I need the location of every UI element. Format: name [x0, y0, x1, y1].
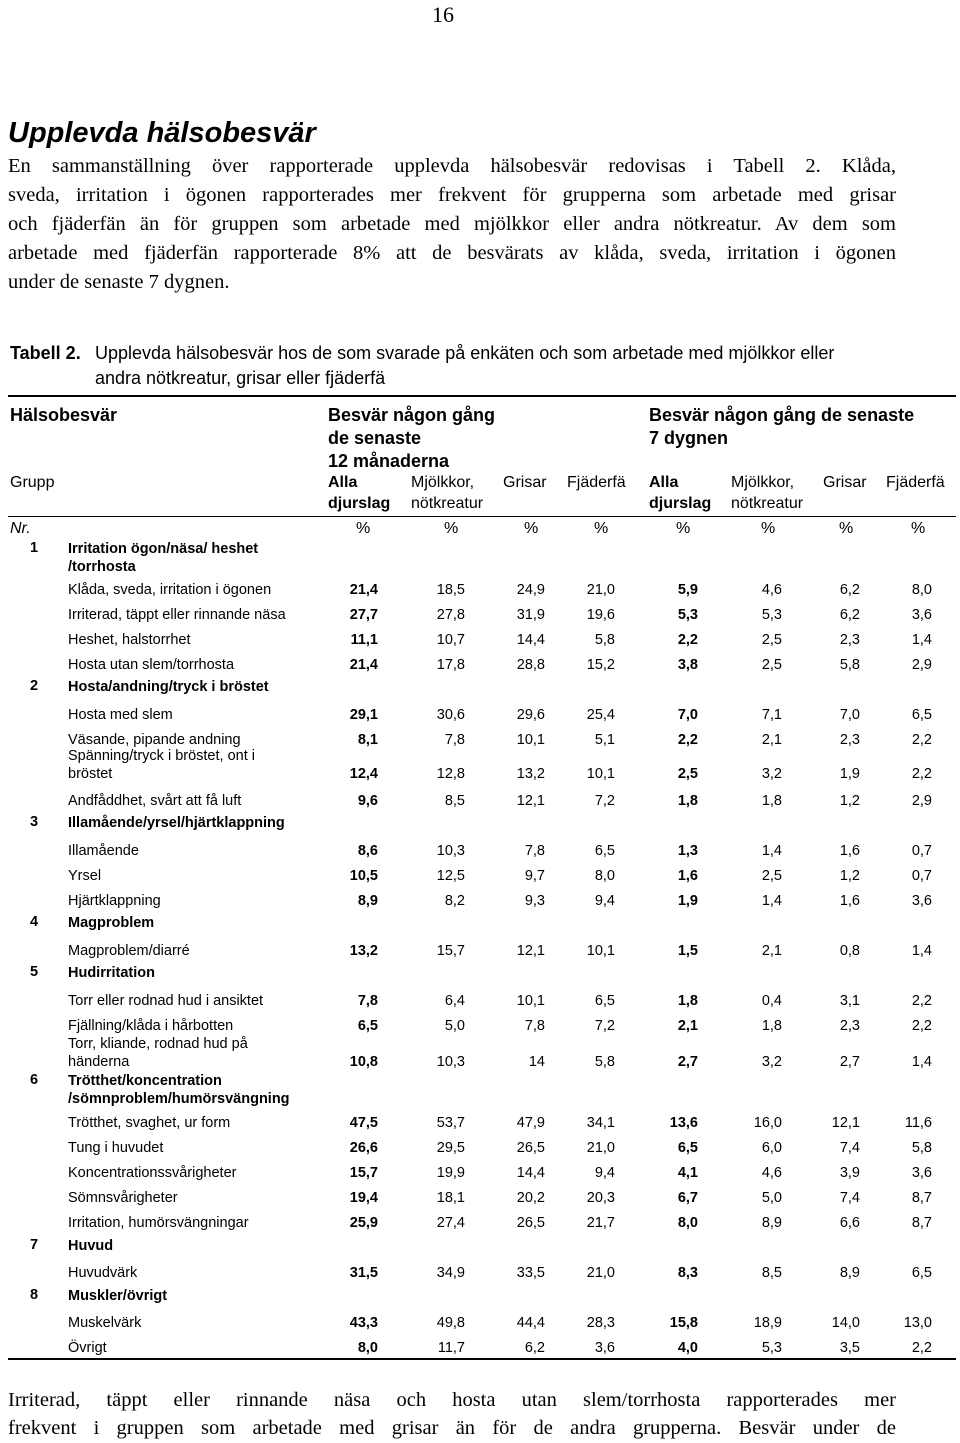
value-cell: 15,2: [586, 657, 615, 673]
value-cell: 27,7: [349, 607, 378, 623]
value-cell: 21,0: [586, 1140, 615, 1156]
value-cell: 27,4: [436, 1215, 465, 1231]
value-cell: 6,6: [839, 1215, 860, 1231]
group-number: 7: [30, 1237, 39, 1253]
row-label: Illamående: [68, 843, 139, 859]
group-number: 2: [30, 678, 39, 694]
row-label: Huvudvärk: [68, 1265, 138, 1281]
value-cell: 6,5: [357, 1018, 378, 1034]
table-row: [0, 607, 960, 627]
value-cell: 6,5: [911, 707, 932, 723]
value-cell: 34,1: [586, 1115, 615, 1131]
value-cell: 10,7: [436, 632, 465, 648]
value-cell: 8,5: [444, 793, 465, 809]
value-cell: 2,2: [911, 1340, 932, 1356]
table-row: [0, 748, 960, 786]
value-cell: 2,5: [677, 766, 698, 782]
nr-label: Nr.: [10, 520, 31, 537]
subheader-mjolkkor: Mjölkkor,: [411, 474, 475, 491]
value-cell: 14,4: [516, 632, 545, 648]
value-cell: 14: [528, 1054, 545, 1070]
group-label: Trötthet/koncentration: [68, 1073, 222, 1089]
row-label: Klåda, sveda, irritation i ögonen: [68, 582, 272, 598]
value-cell: 5,3: [761, 1340, 782, 1356]
value-cell: 1,8: [677, 993, 698, 1009]
value-cell: 9,6: [357, 793, 378, 809]
value-cell: 1,9: [677, 893, 698, 909]
value-cell: 1,6: [677, 868, 698, 884]
value-cell: 2,2: [677, 632, 698, 648]
value-cell: 1,8: [677, 793, 698, 809]
value-cell: 2,2: [677, 732, 698, 748]
value-cell: 1,8: [761, 1018, 782, 1034]
value-cell: 3,2: [761, 1054, 782, 1070]
intro-line: och fjäderfän än för gruppen som arbetade med mjölkkor eller andra nötkreatur. Av dem som: [8, 213, 896, 235]
table-row: [0, 1018, 960, 1038]
subheader-grisar: Grisar: [823, 474, 867, 491]
value-cell: 44,4: [516, 1315, 545, 1331]
value-cell: 11,1: [350, 632, 378, 648]
value-cell: 14,0: [831, 1315, 860, 1331]
table-row: [0, 632, 960, 652]
subheader-alla: djurslag: [649, 495, 712, 512]
value-cell: 31,9: [516, 607, 545, 623]
value-cell: 5,8: [594, 1054, 615, 1070]
value-cell: 2,2: [911, 766, 932, 782]
percent-header: %: [444, 520, 459, 537]
value-cell: 5,8: [839, 657, 860, 673]
value-cell: 6,5: [911, 1265, 932, 1281]
row-label: Andfåddhet, svårt att få luft: [68, 793, 242, 809]
value-cell: 2,1: [761, 943, 782, 959]
value-cell: 1,6: [839, 843, 860, 859]
value-cell: 13,0: [903, 1315, 932, 1331]
table-row: [0, 1115, 960, 1135]
value-cell: 1,4: [911, 1054, 932, 1070]
value-cell: 1,8: [761, 793, 782, 809]
row-label: Övrigt: [68, 1340, 107, 1356]
row-label: Irritation, humörsvängningar: [68, 1215, 249, 1231]
header-halsobesvar: Hälsobesvär: [10, 405, 118, 425]
value-cell: 1,4: [761, 893, 782, 909]
table-row: [0, 1165, 960, 1185]
row-label: Fjällning/klåda i hårbotten: [68, 1018, 234, 1034]
value-cell: 18,5: [436, 582, 465, 598]
row-label: Koncentrationssvårigheter: [68, 1165, 237, 1181]
table-row: [0, 707, 960, 727]
value-cell: 7,0: [839, 707, 860, 723]
subheader-fjaderfa: Fjäderfä: [886, 474, 945, 491]
header-rule: [8, 516, 956, 517]
subheader-alla: Alla: [328, 474, 358, 491]
value-cell: 0,7: [911, 843, 932, 859]
row-label: Hjärtklappning: [68, 893, 161, 909]
table-row: [0, 1265, 960, 1285]
value-cell: 9,4: [594, 1165, 615, 1181]
value-cell: 6,5: [594, 843, 615, 859]
intro-line: under de senaste 7 dygnen.: [8, 271, 230, 293]
value-cell: 2,2: [911, 1018, 932, 1034]
value-cell: 7,2: [594, 1018, 615, 1034]
value-cell: 10,5: [349, 868, 378, 884]
value-cell: 13,2: [349, 943, 378, 959]
value-cell: 2,5: [761, 657, 782, 673]
subheader-mjolkkor: Mjölkkor,: [731, 474, 795, 491]
group-number: 4: [30, 914, 39, 930]
value-cell: 2,3: [839, 632, 860, 648]
value-cell: 15,8: [669, 1315, 698, 1331]
value-cell: 5,0: [444, 1018, 465, 1034]
row-label: Hosta utan slem/torrhosta: [68, 657, 235, 673]
value-cell: 12,1: [831, 1115, 860, 1131]
value-cell: 21,7: [586, 1215, 615, 1231]
value-cell: 7,8: [444, 732, 465, 748]
value-cell: 5,8: [911, 1140, 932, 1156]
table-row: [0, 1036, 960, 1074]
value-cell: 8,7: [911, 1190, 932, 1206]
value-cell: 15,7: [436, 943, 465, 959]
value-cell: 19,4: [349, 1190, 378, 1206]
value-cell: 6,5: [677, 1140, 698, 1156]
value-cell: 18,1: [436, 1190, 465, 1206]
value-cell: 1,5: [677, 943, 698, 959]
value-cell: 6,5: [594, 993, 615, 1009]
table-row: [0, 1340, 960, 1360]
table-row: [0, 993, 960, 1013]
value-cell: 15,7: [349, 1165, 378, 1181]
value-cell: 5,9: [677, 582, 698, 598]
value-cell: 1,4: [761, 843, 782, 859]
group-label: Muskler/övrigt: [68, 1288, 168, 1304]
table-caption: Upplevda hälsobesvär hos de som svarade på enkäten och som arbetade med mjölkkor eller: [95, 343, 835, 363]
value-cell: 13,2: [516, 766, 545, 782]
value-cell: 8,5: [761, 1265, 782, 1281]
value-cell: 12,5: [436, 868, 465, 884]
table-row: [0, 582, 960, 602]
row-label: Hosta med slem: [68, 707, 173, 723]
value-cell: 33,5: [516, 1265, 545, 1281]
group-number: 3: [30, 814, 39, 830]
value-cell: 5,1: [594, 732, 615, 748]
value-cell: 21,4: [349, 582, 378, 598]
value-cell: 30,6: [436, 707, 465, 723]
table-row: [0, 1215, 960, 1235]
value-cell: 5,8: [594, 632, 615, 648]
value-cell: 10,1: [586, 766, 615, 782]
value-cell: 9,3: [524, 893, 545, 909]
percent-header: %: [911, 520, 926, 537]
value-cell: 1,3: [677, 843, 698, 859]
value-cell: 47,5: [349, 1115, 378, 1131]
table-row: [0, 1140, 960, 1160]
value-cell: 16,0: [753, 1115, 782, 1131]
table-row: [0, 868, 960, 888]
table-row: [0, 943, 960, 963]
subheader-alla: Alla: [649, 474, 679, 491]
value-cell: 28,3: [586, 1315, 615, 1331]
value-cell: 3,8: [677, 657, 698, 673]
value-cell: 17,8: [436, 657, 465, 673]
row-label: Torr, kliande, rodnad hud på: [68, 1036, 248, 1052]
value-cell: 49,8: [436, 1315, 465, 1331]
value-cell: 19,9: [436, 1165, 465, 1181]
value-cell: 5,3: [761, 607, 782, 623]
value-cell: 2,9: [911, 657, 932, 673]
value-cell: 6,2: [839, 582, 860, 598]
value-cell: 8,0: [594, 868, 615, 884]
intro-line: arbetade med fjäderfän rapporterade 8% att de besvärats av klåda, sveda, irritation i ögonen: [8, 242, 896, 264]
value-cell: 0,7: [911, 868, 932, 884]
value-cell: 2,5: [761, 632, 782, 648]
value-cell: 7,8: [524, 1018, 545, 1034]
row-label: Sömnsvårigheter: [68, 1190, 178, 1206]
value-cell: 7,4: [839, 1140, 860, 1156]
value-cell: 29,5: [436, 1140, 465, 1156]
value-cell: 53,7: [436, 1115, 465, 1131]
value-cell: 2,2: [911, 993, 932, 1009]
value-cell: 8,9: [761, 1215, 782, 1231]
row-label: Heshet, halstorrhet: [68, 632, 191, 648]
value-cell: 10,1: [516, 732, 545, 748]
value-cell: 34,9: [436, 1265, 465, 1281]
value-cell: 2,5: [761, 868, 782, 884]
value-cell: 3,2: [761, 766, 782, 782]
group-number: 1: [30, 540, 39, 556]
value-cell: 6,0: [761, 1140, 782, 1156]
header-12-months: de senaste: [328, 428, 422, 448]
value-cell: 4,6: [761, 1165, 782, 1181]
value-cell: 8,3: [677, 1265, 698, 1281]
value-cell: 4,0: [677, 1340, 698, 1356]
percent-header: %: [676, 520, 691, 537]
value-cell: 2,2: [911, 732, 932, 748]
value-cell: 27,8: [436, 607, 465, 623]
value-cell: 2,1: [761, 732, 782, 748]
table-row: [0, 843, 960, 863]
grupp-label: Grupp: [10, 474, 55, 491]
value-cell: 8,6: [357, 843, 378, 859]
table-row: [0, 793, 960, 813]
value-cell: 21,0: [586, 582, 615, 598]
page-number: 16: [432, 2, 454, 27]
value-cell: 2,1: [677, 1018, 698, 1034]
group-label: Magproblem: [68, 915, 155, 931]
value-cell: 21,4: [349, 657, 378, 673]
value-cell: 7,8: [357, 993, 378, 1009]
value-cell: 26,6: [349, 1140, 378, 1156]
table-row: [0, 1315, 960, 1335]
value-cell: 29,1: [349, 707, 378, 723]
value-cell: 11,7: [437, 1340, 465, 1356]
value-cell: 9,4: [594, 893, 615, 909]
row-label: händerna: [68, 1054, 130, 1070]
subheader-alla: djurslag: [328, 495, 391, 512]
value-cell: 25,4: [586, 707, 615, 723]
value-cell: 8,0: [357, 1340, 378, 1356]
value-cell: 12,1: [516, 943, 545, 959]
percent-header: %: [524, 520, 539, 537]
table-row: [0, 657, 960, 677]
closing-line: frekvent i gruppen som arbetade med grisar än för de andra grupperna. Besvär under de: [8, 1417, 896, 1439]
value-cell: 7,8: [524, 843, 545, 859]
section-title: Upplevda hälsobesvär: [8, 117, 316, 149]
group-label: Hosta/andning/tryck i bröstet: [68, 679, 269, 695]
table-row: [0, 893, 960, 913]
intro-line: sveda, irritation i ögonen rapporterades mer frekvent för grupperna som arbetade med grisar: [8, 184, 896, 206]
value-cell: 18,9: [753, 1315, 782, 1331]
value-cell: 21,0: [586, 1265, 615, 1281]
subheader-fjaderfa: Fjäderfä: [567, 474, 626, 491]
value-cell: 7,2: [594, 793, 615, 809]
value-cell: 4,1: [677, 1165, 698, 1181]
value-cell: 8,9: [839, 1265, 860, 1281]
value-cell: 11,6: [904, 1115, 932, 1131]
value-cell: 1,2: [839, 868, 860, 884]
header-12-months: Besvär någon gång: [328, 405, 496, 425]
value-cell: 8,9: [357, 893, 378, 909]
value-cell: 7,0: [677, 707, 698, 723]
value-cell: 9,7: [524, 868, 545, 884]
value-cell: 4,6: [761, 582, 782, 598]
row-label: Väsande, pipande andning: [68, 732, 241, 748]
percent-header: %: [761, 520, 776, 537]
value-cell: 6,2: [524, 1340, 545, 1356]
table-row: [0, 1190, 960, 1210]
value-cell: 3,1: [839, 993, 860, 1009]
table-bottom-rule: [8, 1358, 956, 1360]
value-cell: 26,5: [516, 1140, 545, 1156]
value-cell: 2,9: [911, 793, 932, 809]
value-cell: 5,0: [761, 1190, 782, 1206]
value-cell: 1,6: [839, 893, 860, 909]
value-cell: 19,6: [586, 607, 615, 623]
row-label: Spänning/tryck i bröstet, ont i: [68, 748, 255, 764]
group-label: /sömnproblem/humörsvängning: [68, 1091, 290, 1107]
group-number: 5: [30, 964, 39, 980]
row-label: Muskelvärk: [68, 1315, 142, 1331]
group-label: Huvud: [68, 1238, 114, 1254]
value-cell: 13,6: [669, 1115, 698, 1131]
value-cell: 43,3: [349, 1315, 378, 1331]
value-cell: 6,4: [444, 993, 465, 1009]
header-7-days: Besvär någon gång de senaste: [649, 405, 915, 425]
value-cell: 5,3: [677, 607, 698, 623]
group-label: Irritation ögon/näsa/ heshet: [68, 541, 259, 557]
intro-line: En sammanställning över rapporterade upplevda hälsobesvär redovisas i Tabell 2. Klåda,: [8, 155, 896, 177]
value-cell: 2,3: [839, 732, 860, 748]
value-cell: 2,3: [839, 1018, 860, 1034]
row-label: Trötthet, svaghet, ur form: [68, 1115, 231, 1131]
value-cell: 7,1: [761, 707, 782, 723]
group-label: Hudirritation: [68, 965, 155, 981]
table-caption-label: Tabell 2.: [10, 343, 81, 363]
group-number: 6: [30, 1072, 39, 1088]
value-cell: 8,7: [911, 1215, 932, 1231]
row-label: Torr eller rodnad hud i ansiktet: [68, 993, 264, 1009]
subheader-mjolkkor: nötkreatur: [731, 495, 804, 512]
value-cell: 1,9: [839, 766, 860, 782]
value-cell: 29,6: [516, 707, 545, 723]
value-cell: 3,6: [911, 893, 932, 909]
value-cell: 8,1: [357, 732, 378, 748]
closing-line: Irriterad, täppt eller rinnande näsa och hosta utan slem/torrhosta rapporterades mer: [8, 1389, 896, 1411]
value-cell: 10,3: [436, 843, 465, 859]
value-cell: 1,4: [911, 632, 932, 648]
percent-header: %: [356, 520, 371, 537]
value-cell: 0,8: [839, 943, 860, 959]
row-label: Tung i huvudet: [68, 1140, 164, 1156]
value-cell: 31,5: [349, 1265, 378, 1281]
value-cell: 12,1: [516, 793, 545, 809]
table-caption: andra nötkreatur, grisar eller fjäderfä: [95, 368, 386, 388]
value-cell: 20,3: [586, 1190, 615, 1206]
value-cell: 47,9: [516, 1115, 545, 1131]
row-label: Magproblem/diarré: [68, 943, 190, 959]
value-cell: 0,4: [761, 993, 782, 1009]
value-cell: 3,6: [594, 1340, 615, 1356]
value-cell: 2,7: [839, 1054, 860, 1070]
group-number: 8: [30, 1287, 39, 1303]
value-cell: 24,9: [516, 582, 545, 598]
row-label: Irriterad, täppt eller rinnande näsa: [68, 607, 286, 623]
subheader-mjolkkor: nötkreatur: [411, 495, 484, 512]
value-cell: 3,9: [839, 1165, 860, 1181]
table-top-rule: [8, 395, 956, 397]
value-cell: 8,2: [444, 893, 465, 909]
group-label: Illamående/yrsel/hjärtklappning: [68, 815, 285, 831]
header-12-months: 12 månaderna: [328, 451, 450, 471]
value-cell: 1,4: [911, 943, 932, 959]
value-cell: 20,2: [516, 1190, 545, 1206]
value-cell: 26,5: [516, 1215, 545, 1231]
value-cell: 1,2: [839, 793, 860, 809]
value-cell: 10,8: [349, 1054, 378, 1070]
value-cell: 14,4: [516, 1165, 545, 1181]
value-cell: 8,0: [911, 582, 932, 598]
value-cell: 3,6: [911, 1165, 932, 1181]
value-cell: 8,0: [677, 1215, 698, 1231]
value-cell: 25,9: [349, 1215, 378, 1231]
value-cell: 3,5: [839, 1340, 860, 1356]
group-label: /torrhosta: [68, 559, 136, 575]
value-cell: 2,7: [677, 1054, 698, 1070]
value-cell: 6,7: [677, 1190, 698, 1206]
value-cell: 7,4: [839, 1190, 860, 1206]
header-7-days: 7 dygnen: [649, 428, 729, 448]
row-label: bröstet: [68, 766, 113, 782]
percent-header: %: [594, 520, 609, 537]
row-label: Yrsel: [68, 868, 102, 884]
value-cell: 12,8: [436, 766, 465, 782]
percent-header: %: [839, 520, 854, 537]
value-cell: 10,1: [586, 943, 615, 959]
value-cell: 6,2: [839, 607, 860, 623]
value-cell: 10,3: [436, 1054, 465, 1070]
value-cell: 28,8: [516, 657, 545, 673]
value-cell: 3,6: [911, 607, 932, 623]
value-cell: 10,1: [516, 993, 545, 1009]
subheader-grisar: Grisar: [503, 474, 547, 491]
value-cell: 12,4: [349, 766, 378, 782]
